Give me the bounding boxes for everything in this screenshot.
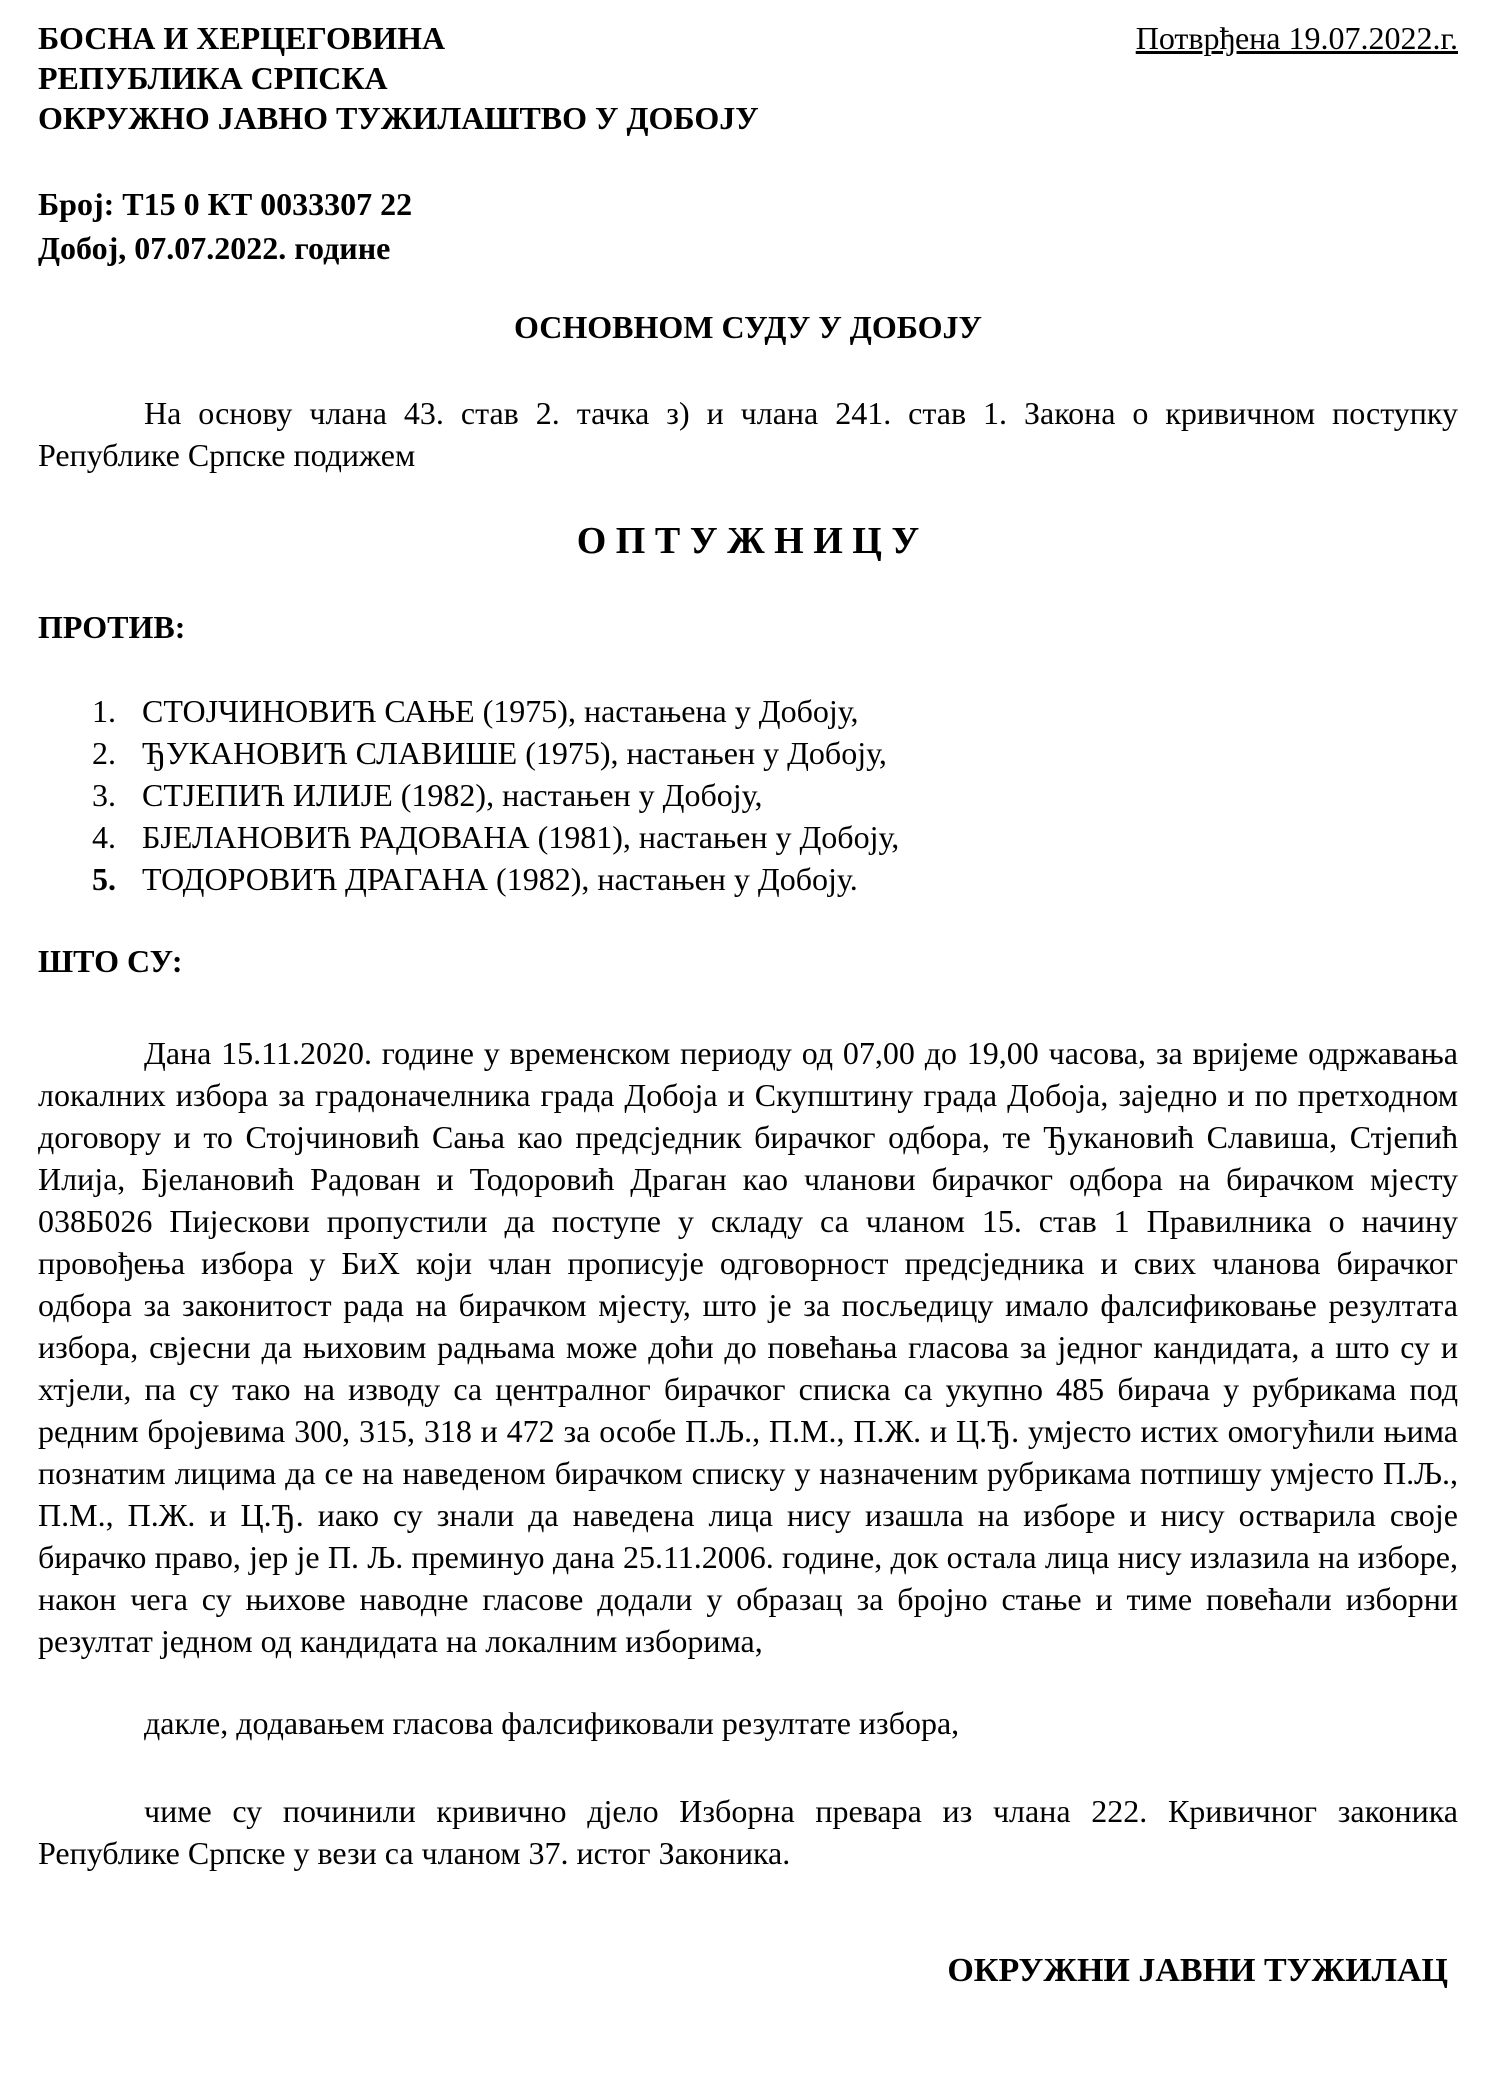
defendant-text: СТЈЕПИЋ ИЛИЈЕ (1982), настањен у Добоју,	[142, 777, 763, 813]
document-title: О П Т У Ж Н И Ц У	[576, 520, 920, 562]
document-header	[38, 18, 1458, 138]
defendant-row	[92, 690, 1458, 732]
case-info	[38, 182, 1458, 270]
defendant-row	[92, 774, 1458, 816]
office-line: ОКРУЖНО ЈАВНО ТУЖИЛАШТВО У ДОБОЈУ	[38, 100, 759, 136]
facts-paragraph: Дана 15.11.2020. године у временском периоду од 07,00 до 19,00 часова, за вријеме одржавања локалних избора за градоначелника града Добоја и Скупштину града Добоја, заједно и по претходном договору и то Стојчиновић Сања као предсједник бирачког одбора, те Ђукановић Славиша, Стјепић Илија, Бјелановић Радован и Тодоровић Драган као чланови бирачког одбора на бирачком мјесту 038Б026 Пијескови пропустили да поступе у складу са чланом 15. став 1 Правилника о начину провођења избора у БиХ који члан прописује одговорност предсједника и свих чланова бирачког одбора за законитост рада на бирачком мјесту, што је за посљедицу имало фалсификовање резултата избора, свјесни да њиховим радњама може доћи до повећања гласова за једног кандидата, а што су и хтјели, па су тако на изводу са централног бирачког списка са укупно 485 бирача у рубрикама под редним бројевима 300, 315, 318 и 472 за особе П.Љ., П.М., П.Ж. и Ц.Ђ. умјесто истих омогућили њима познатим лицима да се на наведеном бирачком списку у назначеним рубрикама потпишу умјесто П.Љ., П.М., П.Ж. и Ц.Ђ. иако су знали да наведена лица нису изашла на изборе и нису остварила своје бирачко право, јер је П. Љ. преминуо дана 25.11.2006. године, док остала лица нису излазила на изборе, након чега су њихове наводне гласове додали у образац за бројно стање и тиме повећали изборни резултат једном од кандидата на локалним изборима,	[38, 1035, 1458, 1659]
country-line: БОСНА И ХЕРЦЕГОВИНА	[38, 20, 446, 56]
case-number: Број: Т15 0 КТ 0033307 22	[38, 186, 413, 222]
place-date: Добој, 07.07.2022. године	[38, 230, 391, 266]
defendant-number: 5.	[92, 861, 116, 897]
confirmation-stamp: Потврђена 19.07.2022.г.	[1135, 20, 1458, 56]
defendant-row	[92, 732, 1458, 774]
conclusion-paragraph: дакле, додавањем гласова фалсификовали резултате избора,	[144, 1705, 960, 1741]
prosecutor-signature-title: ОКРУЖНИ ЈАВНИ ТУЖИЛАЦ	[947, 1952, 1448, 1989]
defendant-number: 2.	[92, 735, 116, 771]
defendant-text: БЈЕЛАНОВИЋ РАДОВАНА (1981), настањен у Добоју,	[142, 819, 900, 855]
defendant-text: ТОДОРОВИЋ ДРАГАНА (1982), настањен у Добоју.	[142, 861, 858, 897]
defendant-number: 4.	[92, 819, 116, 855]
defendant-list	[92, 690, 1458, 900]
defendant-text: ЂУКАНОВИЋ СЛАВИШЕ (1975), настањен у Добоју,	[142, 735, 887, 771]
against-label: ПРОТИВ:	[38, 609, 186, 645]
qualification-paragraph: чиме су починили кривично дјело Изборна превара из члана 222. Кривичног законика Републике Српске у вези са чланом 37. истог Законика.	[38, 1793, 1458, 1871]
defendant-number: 3.	[92, 777, 116, 813]
defendant-row	[92, 858, 1458, 900]
addressee-court: ОСНОВНОМ СУДУ У ДОБОЈУ	[513, 309, 983, 345]
charges-label: ШТО СУ:	[38, 943, 183, 979]
defendant-number: 1.	[92, 693, 116, 729]
defendant-text: СТОЈЧИНОВИЋ САЊЕ (1975), настањена у Добоју,	[142, 693, 859, 729]
defendant-row	[92, 816, 1458, 858]
legal-basis-paragraph: На основу члана 43. став 2. тачка з) и члана 241. став 1. Закона о кривичном поступку Републике Српске подижем	[38, 395, 1458, 473]
issuing-authority	[38, 18, 759, 138]
entity-line: РЕПУБЛИКА СРПСКА	[38, 60, 388, 96]
